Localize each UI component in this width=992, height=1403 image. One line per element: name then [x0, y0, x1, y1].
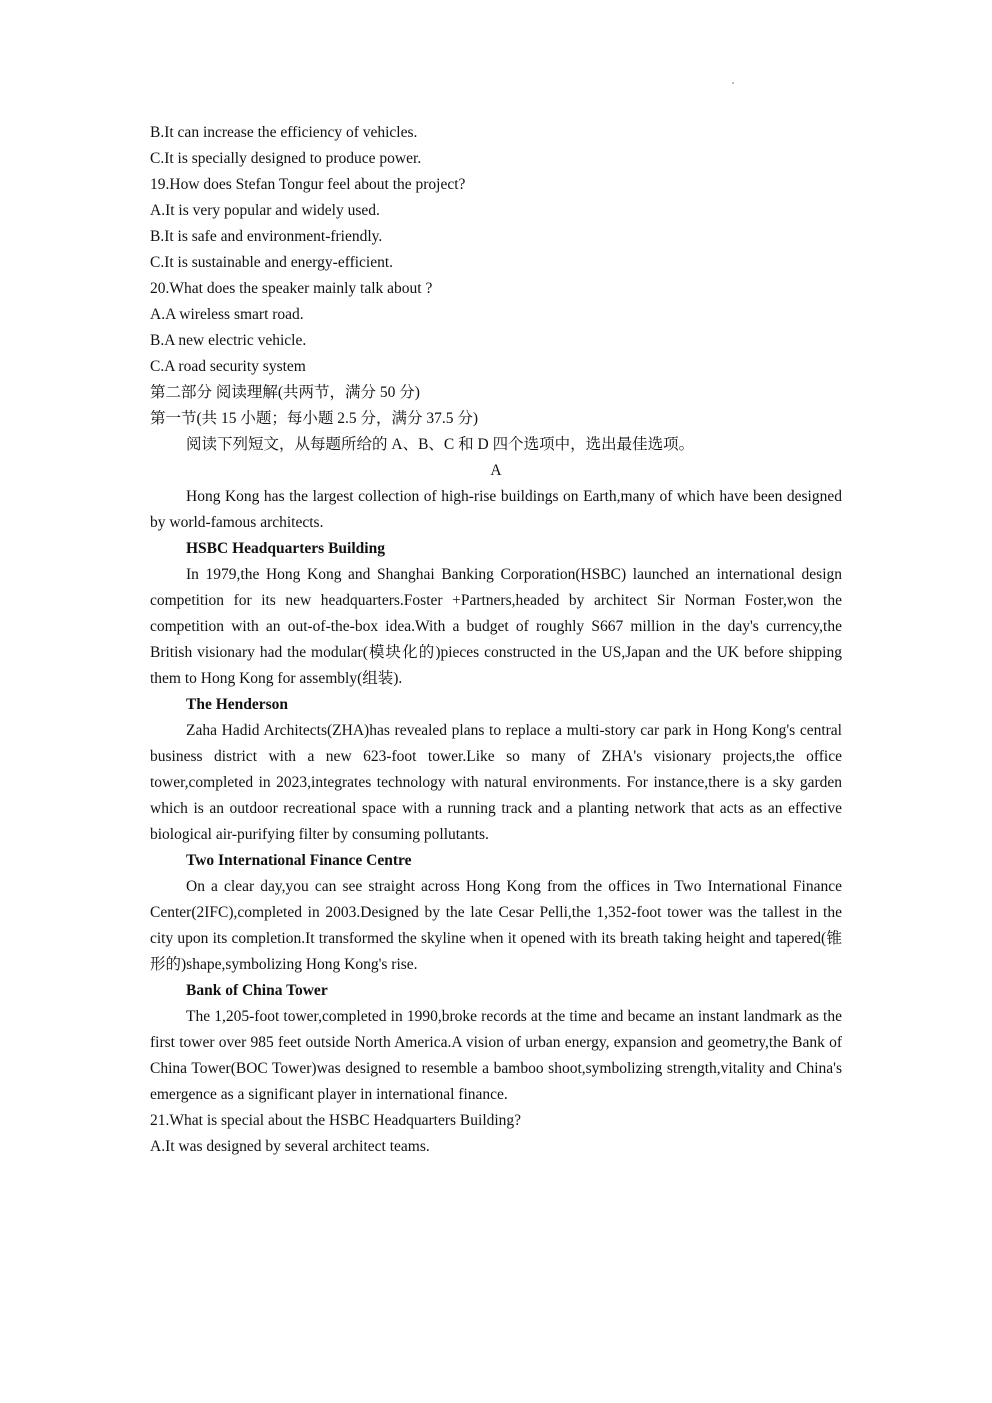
q20-option-b: B.A new electric vehicle. — [150, 332, 307, 349]
scan-speck — [732, 82, 734, 84]
q18-option-c: C.It is specially designed to produce power. — [150, 150, 422, 167]
q19-question: 19.How does Stefan Tongur feel about the project? — [150, 176, 466, 193]
section-heading-boc: Bank of China Tower — [186, 982, 328, 999]
passage-intro: Hong Kong has the largest collection of high-rise buildings on Earth,many of which have been designed by world-famous architects. — [150, 488, 842, 531]
q20-question: 20.What does the speaker mainly talk about ? — [150, 280, 433, 297]
q18-option-b: B.It can increase the efficiency of vehicles. — [150, 124, 418, 141]
section1-title: 第一节(共 15 小题；每小题 2.5 分，满分 37.5 分) — [150, 410, 479, 427]
section-text-henderson: Zaha Hadid Architects(ZHA)has revealed plans to replace a multi-story car park in Hong Kong's central business district with a new 623-foot tower.Like so many of ZHA's visionary projects,the office tower,completed in 2023,integrates technology with natural environments. For instance,there is a sky garden which is an outdoor recreational space with a running track and a planting network that acts as an effective biological air-purifying filter by consuming pollutants. — [150, 722, 842, 843]
q20-option-c: C.A road security system — [150, 358, 306, 375]
section-heading-2ifc: Two International Finance Centre — [186, 852, 412, 869]
section-text-hsbc: In 1979,the Hong Kong and Shanghai Banking Corporation(HSBC) launched an international design competition for its new headquarters.Foster +Partners,headed by architect Sir Norman Foster,won the competition with an out-of-the-box idea.With a budget of roughly S667 million in the day's currency,the British visionary had the modular(模块化的)pieces constructed in the US,Japan and the UK before shipping them to Hong Kong for assembly(组装). — [150, 566, 842, 687]
q19-option-a: A.It is very popular and widely used. — [150, 202, 380, 219]
q21-option-a: A.It was designed by several architect teams. — [150, 1138, 430, 1155]
section-heading-hsbc: HSBC Headquarters Building — [186, 540, 385, 557]
q19-option-b: B.It is safe and environment-friendly. — [150, 228, 383, 245]
exam-page — [150, 120, 842, 1160]
reading-instruction: 阅读下列短文，从每题所给的 A、B、C 和 D 四个选项中，选出最佳选项。 — [186, 436, 695, 453]
section-text-2ifc: On a clear day,you can see straight across Hong Kong from the offices in Two International Finance Center(2IFC),completed in 2003.Designed by the late Cesar Pelli,the 1,352-foot tower was the tallest in the city upon its completion.It transformed the skyline when it opened with its breath taking height and tapered(锥形的)shape,symbolizing Hong Kong's rise. — [150, 878, 842, 973]
q20-option-a: A.A wireless smart road. — [150, 306, 304, 323]
passage-label: A — [490, 462, 502, 479]
q19-option-c: C.It is sustainable and energy-efficient. — [150, 254, 394, 271]
section-text-boc: The 1,205-foot tower,completed in 1990,broke records at the time and became an instant landmark as the first tower over 985 feet outside North America.A vision of urban energy, expansion and geometry,the Bank of China Tower(BOC Tower)was designed to resemble a bamboo shoot,symbolizing strength,vitality and China's emergence as a significant player in international finance. — [150, 1008, 842, 1103]
section-heading-henderson: The Henderson — [186, 696, 289, 713]
q21-question: 21.What is special about the HSBC Headquarters Building? — [150, 1112, 522, 1129]
part2-title: 第二部分 阅读理解(共两节，满分 50 分) — [150, 384, 420, 401]
